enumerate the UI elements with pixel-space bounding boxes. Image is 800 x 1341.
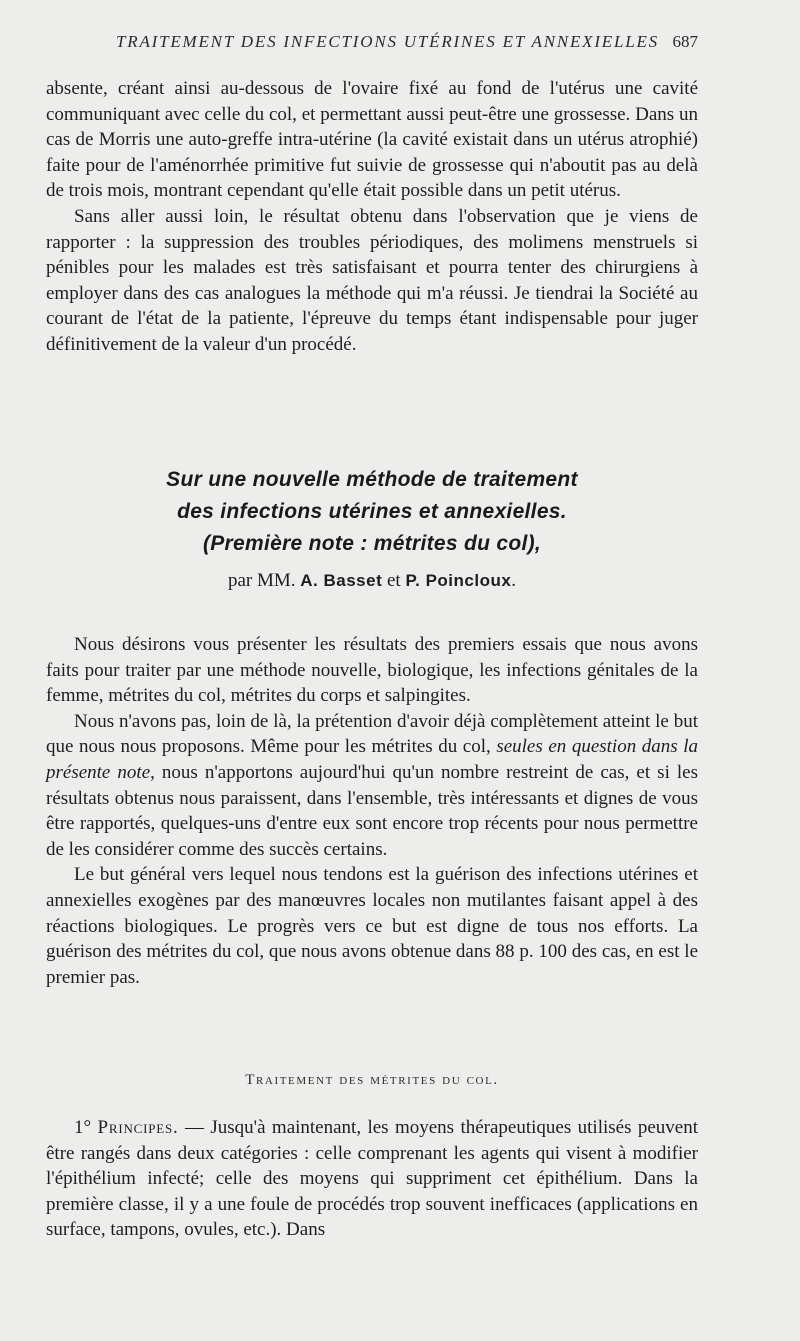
article-title-line-2: des infections utérines et annexielles. (177, 500, 567, 523)
paragraph-2: Sans aller aussi loin, le résultat obtenu dans l'observation que je viens de rapporter : la suppression des troubles périodiques, des molimens menstruels si pénibles pour les malades est très satisfaisant et pourra tenter des chirurgiens à employer dans des cas analogues la méthode qui m'a réussi. Je tiendrai la Société au courant de l'état de la patiente, l'épreuve du temps étant indispensable pour juger définitivement de la valeur d'un procédé. (46, 205, 698, 355)
article-subtitle: (Première note : métrites du col), (202, 532, 542, 555)
authors-line (46, 570, 698, 592)
paragraph-6 (46, 1115, 698, 1243)
paragraph-6-number: 1° (74, 1117, 92, 1138)
section-heading: Traitement des métrites du col. (245, 1072, 499, 1088)
section-body (46, 1115, 698, 1243)
paragraph-6-text: — Jusqu'à maintenant, les moyens thérapeutiques utilisés peuvent être rangés dans deux catégories : celle comprenant les agents qui visent à modifier l'épithélium infecté; celle des moyens qui suppriment cet épithélium. Dans la première classe, il y a une foule de procédés trop souvent inefficaces (applications en surface, tampons, ovules, etc.). Dans (46, 1117, 698, 1241)
article-body (46, 632, 698, 990)
paragraph-1: absente, créant ainsi au-dessous de l'ovaire fixé au fond de l'utérus une cavité communiquant avec celle du col, et permettant aussi peut-être une grossesse. Dans un cas de Morris une auto-greffe intra-utérine (la cavité existait dans un utérus atrophié) faite pour de l'aménorrhée primitive fut suivie de grossesse qui n'aboutit pas au delà de trois mois, montrant cependant qu'elle était possible dans un petit utérus. (46, 78, 698, 202)
paragraph-4-start: Nous n'avons pas, loin de là, la prétention d'avoir déjà complètement atteint le but que nous nous proposons. Même pour les métrites du col, (46, 710, 698, 758)
article-title-line-1: Sur une nouvelle méthode de traitement (166, 468, 578, 491)
authors-and: et (387, 570, 401, 591)
page-number: 687 (672, 32, 698, 51)
author-poincloux: P. Poincloux (405, 571, 512, 590)
running-head (46, 32, 698, 58)
continuation-text (46, 76, 698, 358)
paragraph-6-label: Principes. (97, 1117, 179, 1138)
article-title (46, 464, 698, 560)
paragraph-5: Le but général vers lequel nous tendons est la guérison des infections utérines et annexielles exogènes par des manœuvres locales non mutilantes faisant appel à des réactions biologiques. Le progrès vers ce but est digne de tous nos efforts. La guérison des métrites du col, que nous avons obtenue dans 88 p. 100 des cas, en est le premier pas. (46, 864, 698, 988)
authors-end: . (511, 570, 517, 591)
paragraph-4-end: , nous n'apportons aujourd'hui qu'un nombre restreint de cas, et si les résultats obtenus nous paraissent, dans l'ensemble, très intéressants et dignes de vous être rapportés, quelques-uns d'entre eux sont encore trop récents pour nous permettre de les considérer comme des succès certains. (46, 761, 699, 860)
paragraph-4-emphasis: seules en question dans la présente note (46, 736, 698, 783)
authors-prefix: par MM. (227, 570, 296, 591)
author-basset: A. Basset (300, 571, 383, 590)
running-title: TRAITEMENT DES INFECTIONS UTÉRINES ET ANNEXIELLES (116, 32, 659, 51)
paragraph-4 (46, 709, 698, 863)
paragraph-3: Nous désirons vous présenter les résultats des premiers essais que nous avons faits pour traiter par une méthode nouvelle, biologique, les infections génitales de la femme, métrites du col, métrites du corps et salpingites. (46, 634, 698, 707)
